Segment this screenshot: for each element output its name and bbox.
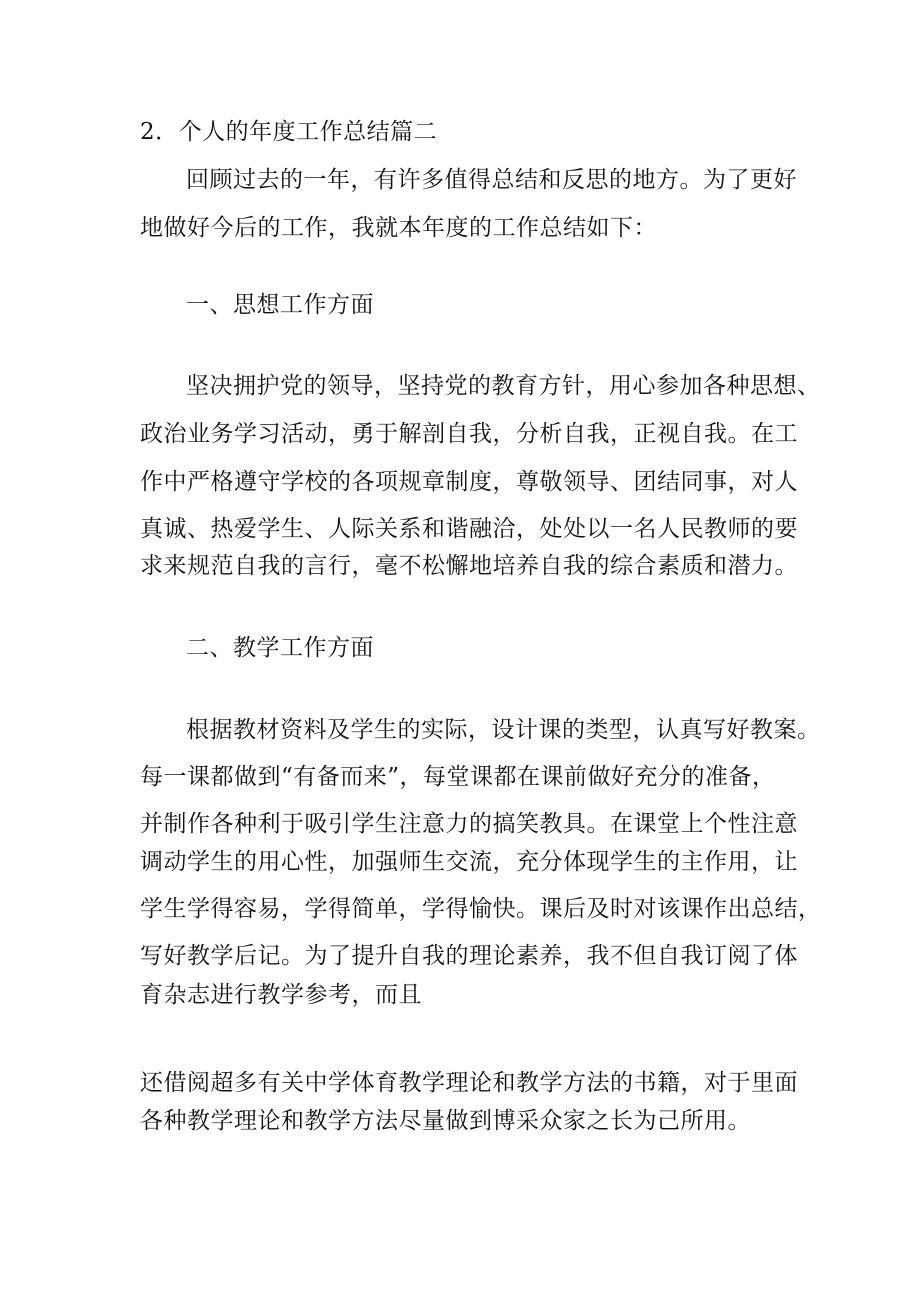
paragraph-line: 求来规范自我的言行，毫不松懈地培养自我的综合素质和潜力。 bbox=[140, 553, 798, 579]
paragraph-line: 真诚、热爱学生、人际关系和谐融洽，处处以一名人民教师的要 bbox=[140, 516, 798, 542]
document-title: 2．个人的年度工作总结篇二 bbox=[140, 119, 438, 145]
paragraph-line: 政治业务学习活动，勇于解剖自我，分析自我，正视自我。在工 bbox=[140, 421, 798, 447]
paragraph-line: 作中严格遵守学校的各项规章制度，尊敬领导、团结同事，对人 bbox=[140, 469, 798, 495]
paragraph-line: 每一课都做到“有备而来”，每堂课都在课前做好充分的准备， bbox=[140, 764, 776, 790]
paragraph-line: 并制作各种利于吸引学生注意力的搞笑教具。在课堂上个性注意 bbox=[140, 811, 798, 837]
section-heading-thought: 一、思想工作方面 bbox=[186, 292, 374, 318]
paragraph-line: 写好教学后记。为了提升自我的理论素养，我不但自我订阅了体 bbox=[140, 943, 798, 969]
paragraph-line: 根据教材资料及学生的实际，设计课的类型，认真写好教案。 bbox=[186, 717, 821, 743]
paragraph-line: 各种教学理论和教学方法尽量做到博采众家之长为己所用。 bbox=[140, 1108, 751, 1134]
section-heading-teaching: 二、教学工作方面 bbox=[186, 635, 374, 661]
paragraph-line: 还借阅超多有关中学体育教学理论和教学方法的书籍，对于里面 bbox=[140, 1070, 798, 1096]
paragraph-line: 坚决拥护党的领导，坚持党的教育方针，用心参加各种思想、 bbox=[186, 373, 821, 399]
paragraph-line: 育杂志进行教学参考，而且 bbox=[140, 982, 422, 1008]
intro-line: 地做好今后的工作，我就本年度的工作总结如下： bbox=[140, 215, 657, 241]
intro-line: 回顾过去的一年，有许多值得总结和反思的地方。为了更好 bbox=[186, 167, 797, 193]
paragraph-line: 调动学生的用心性，加强师生交流，充分体现学生的主作用，让 bbox=[140, 849, 798, 875]
paragraph-line: 学生学得容易，学得简单，学得愉快。课后及时对该课作出总结， bbox=[140, 896, 822, 922]
